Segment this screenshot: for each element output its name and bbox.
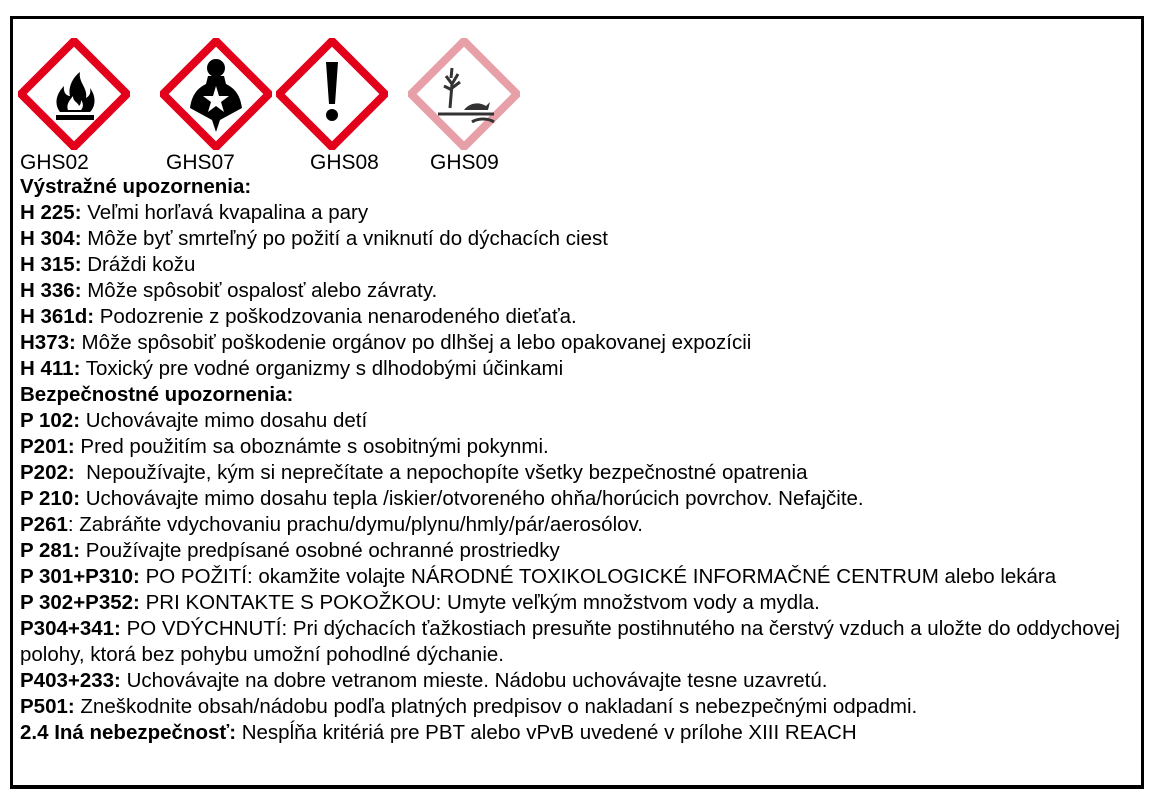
precautionary-statement <box>20 616 1135 668</box>
hazard-heading: Výstražné upozornenia: <box>20 175 252 198</box>
bottom-rule <box>10 786 1144 789</box>
statement-code: H373: <box>20 331 76 354</box>
statement-text: Uchovávajte mimo dosahu detí <box>80 409 368 432</box>
statement-code: H 315: <box>20 253 82 276</box>
hazard-statement <box>20 226 1135 252</box>
pictogram-code: GHS02 <box>20 151 89 174</box>
pictogram-code: GHS08 <box>310 151 379 174</box>
statement-code: P 102: <box>20 409 81 432</box>
pictogram-code: GHS07 <box>166 151 235 174</box>
statement-code: P304+341: <box>20 617 121 640</box>
precautionary-statement <box>20 408 1135 434</box>
statement-text: PO VDÝCHNUTÍ: Pri dýchacích ťažkostiach presuňte postihnutého na čerstvý vzduch a uložte do oddychovej polohy, ktorá bez pohybu umožní pohodlné dýchanie. <box>20 617 1120 666</box>
statement-code: P 210: <box>20 487 81 510</box>
statement-text: Zneškodnite obsah/nádobu podľa platných predpisov o nakladaní s nebezpečnými odpadmi. <box>74 695 918 718</box>
hazard-statement <box>20 252 1135 278</box>
statement-text: Môže byť smrteľný po požití a vniknutí do dýchacích ciest <box>81 227 608 250</box>
precautionary-statement <box>20 538 1135 564</box>
precautionary-statement <box>20 434 1135 460</box>
hazard-statement <box>20 356 1135 382</box>
hazard-statement <box>20 304 1135 330</box>
statement-text: Uchovávajte na dobre vetranom mieste. Nádobu uchovávajte tesne uzavretú. <box>120 669 828 692</box>
pictogram-code: GHS09 <box>430 151 499 174</box>
statement-code: H 411: <box>20 357 81 380</box>
flame-icon <box>18 38 130 150</box>
statement-code: H 225: <box>20 201 82 224</box>
statement-code: P261 <box>20 513 68 536</box>
hazard-statement <box>20 200 1135 226</box>
statements <box>20 174 1135 746</box>
precautionary-statement <box>20 460 1135 486</box>
hazard-statement <box>20 330 1135 356</box>
precautionary-statement <box>20 564 1135 590</box>
statement-text: Nepoužívajte, kým si neprečítate a nepochopíte všetky bezpečnostné opatrenia <box>74 461 808 484</box>
statement-code: H 336: <box>20 279 82 302</box>
statement-code: P 281: <box>20 539 81 562</box>
statement-code: P 301+P310: <box>20 565 140 588</box>
statement-text: Môže spôsobiť poškodenie orgánov po dlhšej a lebo opakovanej expozícii <box>75 331 752 354</box>
statement-text: : Zabráňte vdychovaniu prachu/dymu/plynu/hmly/pár/aerosólov. <box>67 513 643 536</box>
precautionary-statement <box>20 486 1135 512</box>
statement-code: 2.4 Iná nebezpečnosť: <box>20 721 237 744</box>
statement-text: PRI KONTAKTE S POKOŽKOU: Umyte veľkým množstvom vody a mydla. <box>139 591 820 614</box>
statement-text: Toxický pre vodné organizmy s dlhodobými účinkami <box>80 357 564 380</box>
statement-code: H 361d: <box>20 305 95 328</box>
statement-code: P201: <box>20 435 75 458</box>
statement-text: Nespĺňa kritériá pre PBT alebo vPvB uvedené v prílohe XIII REACH <box>236 721 857 744</box>
statement-text: Dráždi kožu <box>81 253 196 276</box>
statement-text: Pred použitím sa oboznámte s osobitnými pokynmi. <box>74 435 549 458</box>
statement-text: Používajte predpísané osobné ochranné prostriedky <box>80 539 560 562</box>
statement-text: PO POŽITÍ: okamžite volajte NÁRODNÉ TOXIKOLOGICKÉ INFORMAČNÉ CENTRUM alebo lekára <box>139 565 1057 588</box>
hazard-statement <box>20 278 1135 304</box>
statement-code: P501: <box>20 695 75 718</box>
exclamation-mark-icon <box>276 38 388 150</box>
precautionary-statement <box>20 590 1135 616</box>
health-hazard-icon <box>160 38 272 150</box>
environment-icon <box>408 38 520 150</box>
statement-code: P202: <box>20 461 75 484</box>
statement-text: Veľmi horľavá kvapalina a pary <box>81 201 369 224</box>
statement-text: Uchovávajte mimo dosahu tepla /iskier/otvoreného ohňa/horúcich povrchov. Nefajčite. <box>80 487 864 510</box>
other-hazard-statement <box>20 720 1135 746</box>
statement-code: P403+233: <box>20 669 121 692</box>
precautionary-statement <box>20 668 1135 694</box>
precautionary-statement <box>20 512 1135 538</box>
statement-text: Môže spôsobiť ospalosť alebo závraty. <box>81 279 438 302</box>
statement-text: Podozrenie z poškodzovania nenarodeného dieťaťa. <box>94 305 577 328</box>
precaution-heading: Bezpečnostné upozornenia: <box>20 383 294 406</box>
statement-code: P 302+P352: <box>20 591 140 614</box>
statement-code: H 304: <box>20 227 82 250</box>
precautionary-statement <box>20 694 1135 720</box>
